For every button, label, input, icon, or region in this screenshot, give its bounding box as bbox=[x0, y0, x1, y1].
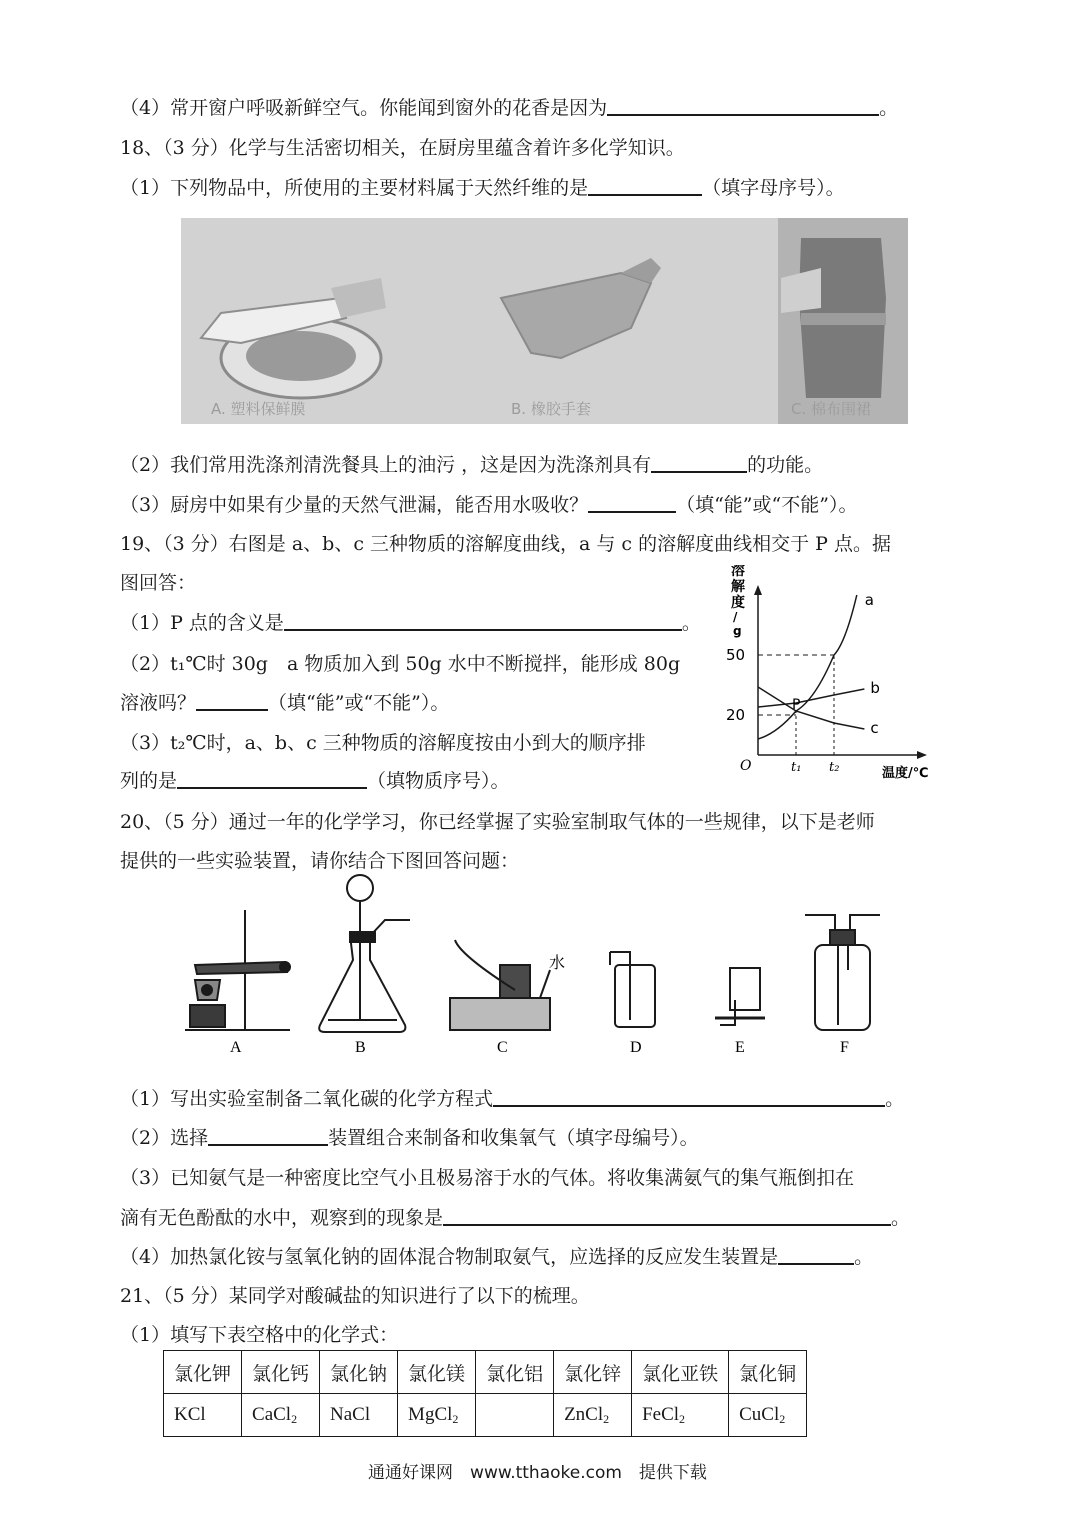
answer-blank[interactable] bbox=[778, 1243, 854, 1265]
ylabel-char-4: / bbox=[733, 610, 738, 624]
series-line-b bbox=[758, 689, 864, 707]
y-tick-label: 20 bbox=[726, 706, 746, 724]
q19-title-line1: 19、（3 分）右图是 a、b、c 三种物质的溶解度曲线，a 与 c 的溶解度曲线相交于 P 点。据 bbox=[120, 533, 891, 555]
series-label-b: b bbox=[870, 679, 880, 697]
solubility-chart-svg bbox=[715, 565, 950, 780]
apparatus-f bbox=[805, 915, 880, 1030]
caption-b: B. 橡胶手套 bbox=[511, 400, 591, 418]
q19-part2-line1: （2）t₁℃时 30g a 物质加入到 50g 水中不断搅拌，能形成 80g bbox=[120, 653, 681, 675]
origin-label: O bbox=[740, 758, 752, 774]
ylabel-char-1: 溶 bbox=[731, 565, 745, 579]
apparatus-figure bbox=[175, 870, 905, 1060]
formula-cell: ZnCl$_2$ bbox=[554, 1394, 632, 1437]
answer-blank[interactable] bbox=[196, 689, 268, 711]
apparatus-b bbox=[319, 875, 410, 1032]
ylabel-char-3: 度 bbox=[731, 595, 745, 611]
answer-blank[interactable] bbox=[588, 174, 702, 196]
formula-cell: KCl bbox=[164, 1394, 242, 1437]
formula-cell: CuCl$_2$ bbox=[729, 1394, 807, 1437]
answer-blank[interactable] bbox=[208, 1124, 328, 1146]
formula-cell: NaCl bbox=[320, 1394, 398, 1437]
chloride-table bbox=[163, 1350, 807, 1437]
table-cell: 氯化钾 bbox=[164, 1351, 242, 1394]
label-f: F bbox=[840, 1039, 849, 1056]
q19-part1: （1）P 点的含义是 。 bbox=[120, 609, 701, 637]
answer-blank[interactable] bbox=[607, 94, 879, 116]
x-axis-arrow bbox=[917, 751, 927, 759]
answer-blank[interactable] bbox=[443, 1204, 891, 1226]
water-label: 水 bbox=[549, 953, 566, 972]
solubility-chart bbox=[715, 565, 950, 780]
q21-title: 21、（5 分）某同学对酸碱盐的知识进行了以下的梳理。 bbox=[120, 1285, 590, 1307]
q20-part2: （2）选择 装置组合来制备和收集氧气（填字母编号）。 bbox=[120, 1124, 699, 1152]
q21-part1: （1）填写下表空格中的化学式： bbox=[120, 1324, 399, 1346]
answer-blank[interactable] bbox=[284, 609, 682, 631]
series-line-c bbox=[758, 687, 864, 729]
ylabel-char-2: 解 bbox=[731, 579, 745, 595]
apparatus-e bbox=[715, 968, 765, 1025]
q20-part3-line2: 滴有无色酚酞的水中，观察到的现象是 。 bbox=[120, 1204, 910, 1232]
table-row-formulas bbox=[164, 1394, 807, 1437]
q18-part1: （1）下列物品中，所使用的主要材料属于天然纤维的是 （填字母序号）。 bbox=[120, 174, 845, 202]
x-axis-label: 温度/℃ bbox=[882, 766, 929, 780]
label-b: B bbox=[355, 1039, 366, 1056]
series-line-a bbox=[758, 595, 857, 739]
label-e: E bbox=[735, 1039, 745, 1056]
label-a: A bbox=[230, 1039, 242, 1056]
q18-title: 18、（3 分）化学与生活密切相关，在厨房里蕴含着许多化学知识。 bbox=[120, 137, 685, 159]
formula-cell: FeCl$_2$ bbox=[632, 1394, 729, 1437]
materials-photo bbox=[181, 218, 908, 424]
table-cell: 氯化亚铁 bbox=[632, 1351, 729, 1394]
label-c: C bbox=[497, 1039, 508, 1056]
caption-c: C. 棉布围裙 bbox=[791, 400, 872, 418]
formula-cell-blank[interactable] bbox=[476, 1394, 554, 1437]
q19-title-line2: 图回答： bbox=[120, 572, 197, 594]
q20-part1: （1）写出实验室制备二氧化碳的化学方程式 。 bbox=[120, 1085, 904, 1113]
answer-blank[interactable] bbox=[651, 451, 747, 473]
page-footer: 通通好课网 www.tthaoke.com 提供下载 bbox=[368, 1463, 707, 1483]
point-p-label: P bbox=[792, 697, 801, 713]
apparatus-c bbox=[450, 940, 550, 1030]
answer-blank[interactable] bbox=[177, 767, 367, 789]
formula-cell: CaCl$_2$ bbox=[242, 1394, 320, 1437]
q19-part2-line2: 溶液吗？ （填“能”或“不能”）。 bbox=[120, 689, 449, 717]
apparatus-a bbox=[185, 910, 290, 1030]
label-d: D bbox=[630, 1039, 642, 1056]
q20-title-line1: 20、（5 分）通过一年的化学学习，你已经掌握了实验室制取气体的一些规律，以下是老师 bbox=[120, 811, 875, 833]
answer-blank[interactable] bbox=[493, 1085, 885, 1107]
apparatus-d bbox=[610, 952, 655, 1027]
q20-part4: （4）加热氯化铵与氢氧化钠的固体混合物制取氨气，应选择的反应发生装置是 。 bbox=[120, 1243, 873, 1271]
x-tick-label: t₁ bbox=[791, 760, 802, 775]
q19-part3-line2: 列的是 （填物质序号）。 bbox=[120, 767, 510, 795]
y-axis-arrow bbox=[754, 585, 762, 595]
series-label-c: c bbox=[870, 719, 879, 737]
q20-part3-line1: （3）已知氨气是一种密度比空气小且极易溶于水的气体。将收集满氨气的集气瓶倒扣在 bbox=[120, 1167, 855, 1189]
table-cell: 氯化铜 bbox=[729, 1351, 807, 1394]
formula-cell: MgCl$_2$ bbox=[398, 1394, 476, 1437]
q18-part3: （3）厨房中如果有少量的天然气泄漏，能否用水吸收？ （填“能”或“不能”）。 bbox=[120, 491, 857, 519]
caption-a: A. 塑料保鲜膜 bbox=[211, 400, 306, 418]
q20-title-line2: 提供的一些实验装置，请你结合下图回答问题： bbox=[120, 850, 520, 872]
cotton-apron-image bbox=[778, 218, 908, 424]
x-tick-label: t₂ bbox=[829, 760, 840, 775]
table-cell: 氯化铝 bbox=[476, 1351, 554, 1394]
table-cell: 氯化钙 bbox=[242, 1351, 320, 1394]
y-tick-label: 50 bbox=[726, 646, 746, 664]
table-cell: 氯化钠 bbox=[320, 1351, 398, 1394]
q18-part2: （2）我们常用洗涤剂清洗餐具上的油污 ，这是因为洗涤剂具有 的功能。 bbox=[120, 451, 823, 479]
table-cell: 氯化镁 bbox=[398, 1351, 476, 1394]
table-row-names bbox=[164, 1351, 807, 1394]
table-cell: 氯化锌 bbox=[554, 1351, 632, 1394]
q17-part4: （4）常开窗户呼吸新鲜空气。你能闻到窗外的花香是因为 。 bbox=[120, 94, 898, 122]
answer-blank[interactable] bbox=[588, 491, 676, 513]
y-axis-label bbox=[731, 565, 746, 638]
ylabel-char-5: g bbox=[733, 624, 742, 638]
q19-part3-line1: （3）t₂℃时，a、b、c 三种物质的溶解度按由小到大的顺序排 bbox=[120, 732, 646, 754]
series-label-a: a bbox=[864, 591, 875, 609]
